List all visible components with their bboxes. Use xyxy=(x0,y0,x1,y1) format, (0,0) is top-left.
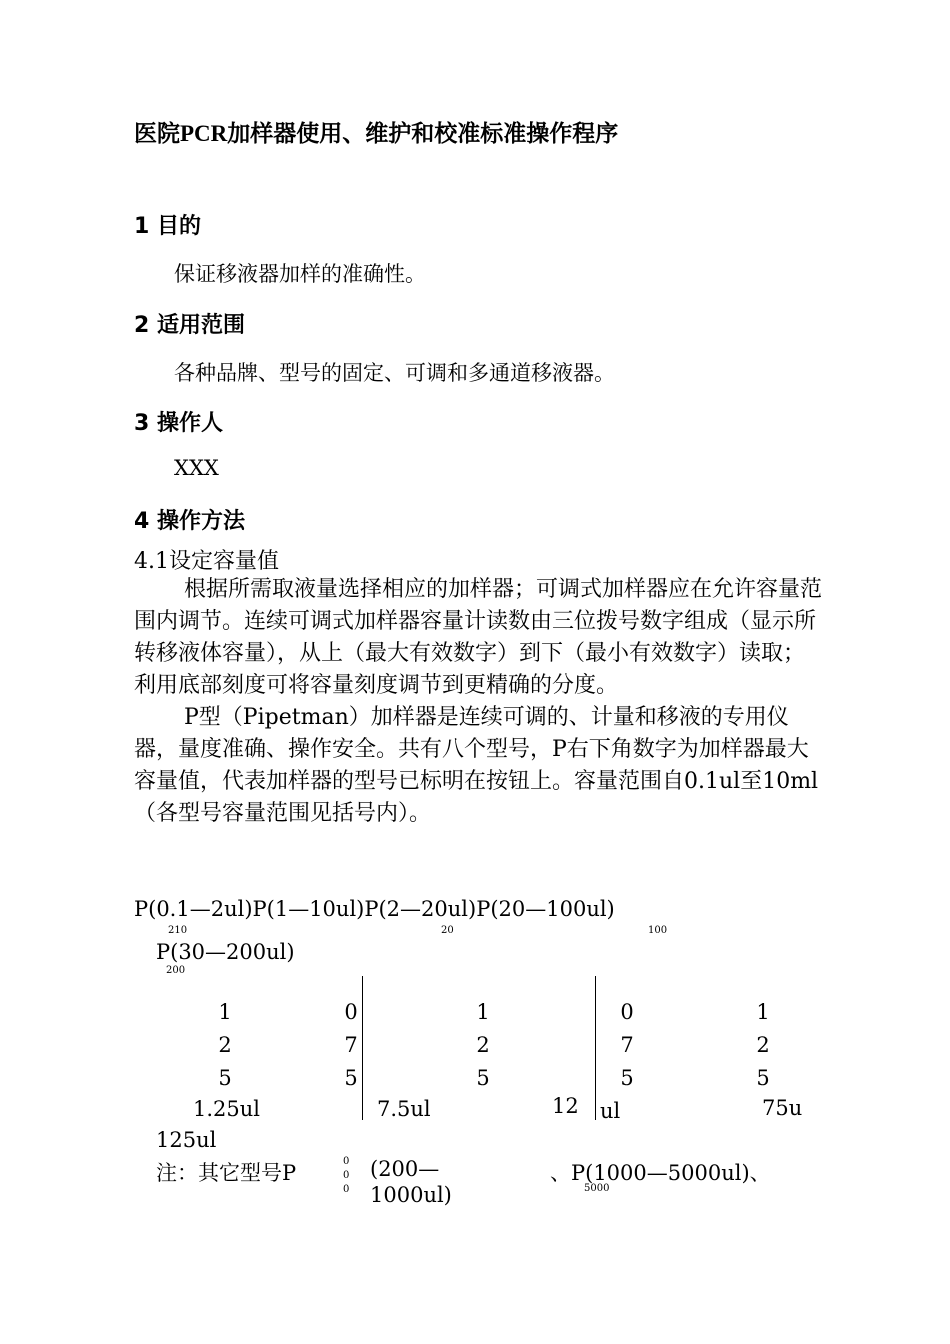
section-heading-scope: 2 适用范围 xyxy=(134,313,245,338)
paragraph-pipetman: P型（Pipetman）加样器是连续可调的、计量和移液的专用仪器，量度准确、操作安全。共有八个型号，P右下角数字为加样器最大容量值，代表加样器的型号已标明在按钮上。容量范围自0.1ul至10ml（各型号容量范围见括号内）。 xyxy=(134,705,819,826)
section-body-purpose: 保证移液器加样的准确性。 xyxy=(174,262,426,286)
dial-digit: 2 xyxy=(476,1033,490,1057)
dial-digit: 0 xyxy=(344,1000,358,1024)
section-body-scope: 各种品牌、型号的固定、可调和多通道移液器。 xyxy=(174,361,615,385)
note-cut: 1000ul) xyxy=(370,1183,452,1207)
method-paragraphs xyxy=(134,574,824,830)
note-sub: 0 xyxy=(343,1156,350,1167)
dial-value: 1.25ul xyxy=(193,1097,260,1121)
dial-digit: 5 xyxy=(344,1066,358,1090)
dial-digit: 1 xyxy=(756,1000,770,1024)
dial-digit: 1 xyxy=(476,1000,490,1024)
dial-divider-1 xyxy=(362,976,363,1120)
section-heading-method: 4 操作方法 xyxy=(134,509,245,534)
dial-value: 12 xyxy=(552,1094,579,1118)
section-heading-purpose: 1 目的 xyxy=(134,214,201,239)
model-sub-210: 210 xyxy=(168,925,188,936)
dial-digit: 5 xyxy=(756,1066,770,1090)
dial-value: 75u xyxy=(762,1096,803,1120)
dial-digit: 5 xyxy=(476,1066,490,1090)
dial-value: ul xyxy=(600,1099,621,1123)
dial-value: 7.5ul xyxy=(377,1097,431,1121)
dial-digit: 1 xyxy=(218,1000,232,1024)
models-line: P(0.1—2ul)P(1—10ul)P(2—20ul)P(20—100ul) xyxy=(134,897,615,921)
note-end: 、P(1000—5000ul)、 xyxy=(550,1161,771,1185)
dial-digit: 7 xyxy=(344,1033,358,1057)
note-mid: (200— xyxy=(370,1157,440,1181)
note-end-sub: 5000 xyxy=(584,1183,610,1194)
section-heading-operator: 3 操作人 xyxy=(134,411,223,436)
dial-digit: 5 xyxy=(218,1066,232,1090)
subsection-heading: 4.1设定容量值 xyxy=(134,549,279,574)
dial-digit: 2 xyxy=(218,1033,232,1057)
dial-value: 125ul xyxy=(156,1128,217,1152)
model-sub-100: 100 xyxy=(648,925,668,936)
dial-divider-2 xyxy=(595,976,596,1120)
dial-digit: 2 xyxy=(756,1033,770,1057)
section-body-operator: XXX xyxy=(174,456,219,480)
dial-digit: 5 xyxy=(620,1066,634,1090)
models-line-2: P(30—200ul) xyxy=(156,940,295,964)
dial-digit: 7 xyxy=(620,1033,634,1057)
paragraph-dial: 根据所需取液量选择相应的加样器；可调式加样器应在允许容量范围内调节。连续可调式加样器容量计读数由三位拨号数字组成（显示所转移液体容量），从上（最大有效数字）到下（最小有效数字）读取；利用底部刻度可将容量刻度调节到更精确的分度。 xyxy=(134,577,823,698)
model-sub-200: 200 xyxy=(166,965,186,976)
note-prefix: 注：其它型号P xyxy=(156,1161,297,1185)
model-sub-20: 20 xyxy=(441,925,454,936)
note-sub: 0 xyxy=(343,1170,350,1181)
dial-digit: 0 xyxy=(620,1000,634,1024)
page-title: 医院PCR加样器使用、维护和校准标准操作程序 xyxy=(134,121,619,146)
note-sub: 0 xyxy=(343,1184,350,1195)
